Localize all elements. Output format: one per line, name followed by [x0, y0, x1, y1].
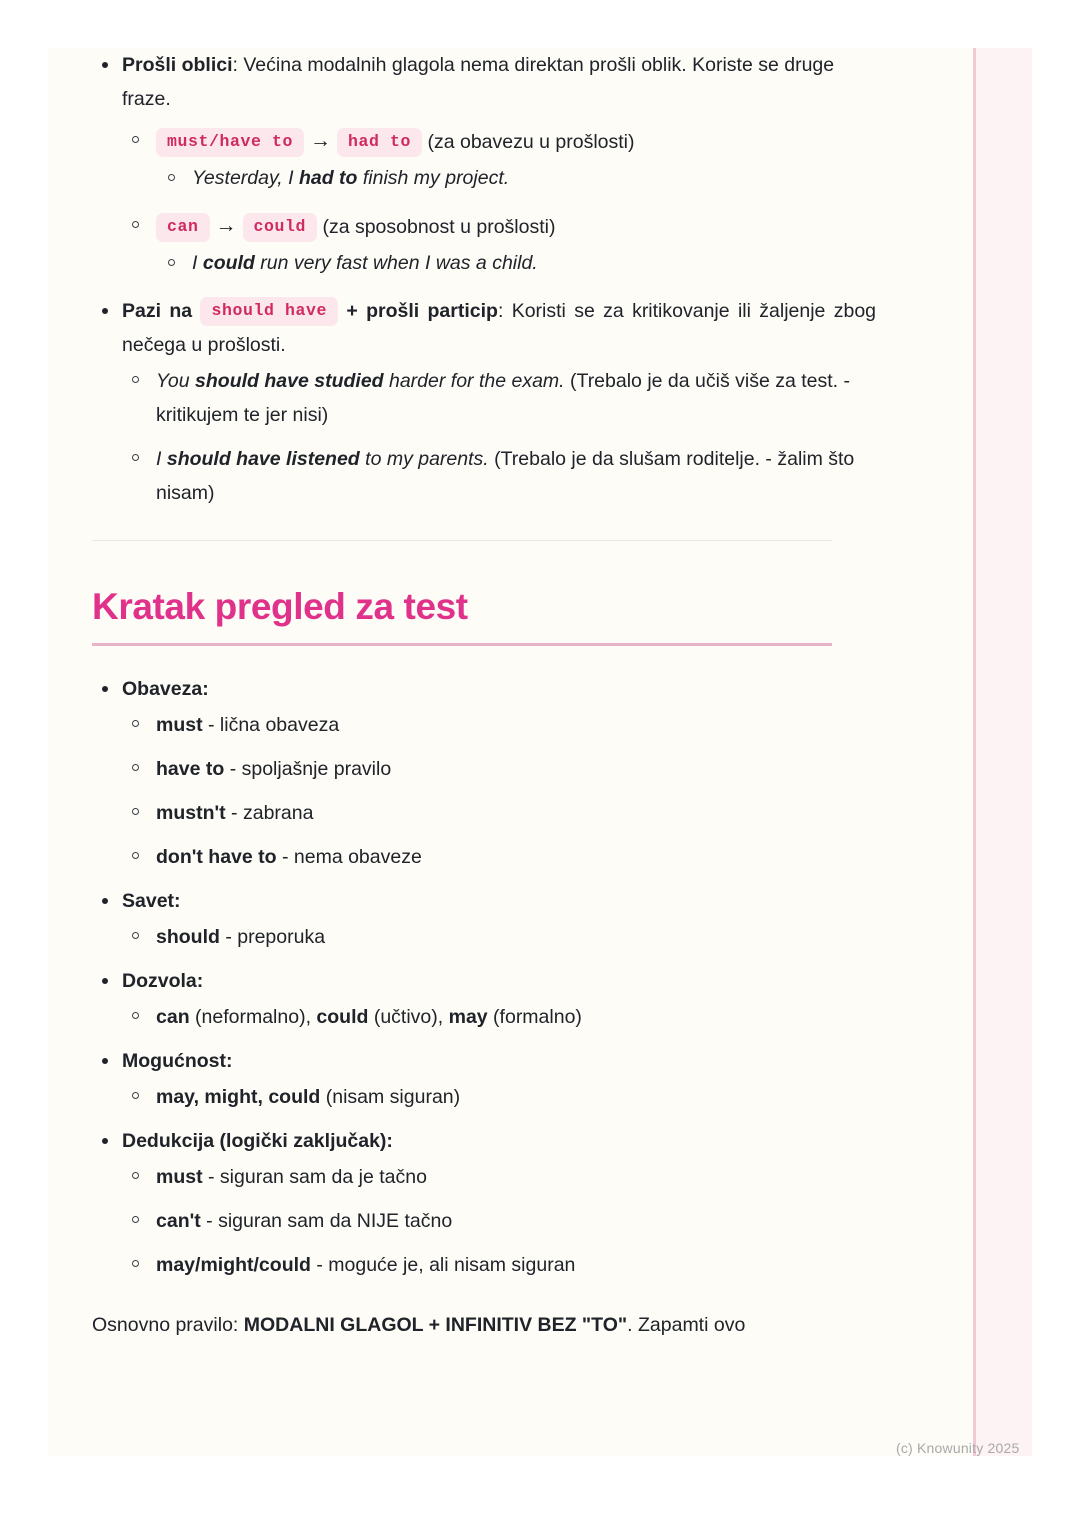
page-title: Kratak pregled za test [92, 586, 468, 627]
past-forms-note: (za sposobnost u prošlosti) [322, 216, 556, 238]
summary-desc: - siguran sam da je tačno [202, 1166, 427, 1188]
example-translation: (Trebalo je da slušam roditelje. - žalim što nisam) [156, 448, 855, 504]
summary-desc: (neformalno), [189, 1006, 317, 1028]
summary-group-savet [92, 884, 876, 954]
should-have-example [122, 364, 876, 432]
should-have-lead: Pazi na [122, 300, 193, 322]
summary-sublist [122, 708, 876, 874]
basic-rule-paragraph [92, 1308, 876, 1342]
note-content [92, 48, 876, 1342]
should-have-example-list [122, 364, 876, 510]
code-chip-must-have-to: must/have to [156, 128, 304, 157]
watermark: (c) Knowunity 2025 [896, 1440, 1020, 1456]
summary-term: have to [156, 758, 225, 780]
past-forms-example-list [156, 161, 876, 195]
example-bold: should have listened [166, 448, 360, 470]
summary-sublist [122, 1160, 876, 1282]
past-forms-subitem [122, 209, 876, 280]
summary-entry [122, 1080, 876, 1114]
summary-term: may, might, could [156, 1086, 321, 1108]
summary-desc: - siguran sam da NIJE tačno [200, 1210, 453, 1232]
summary-group-title: Obaveza: [122, 678, 209, 700]
basic-rule-pre: Osnovno pravilo: [92, 1314, 244, 1336]
summary-term: must [156, 714, 203, 736]
summary-entry [122, 1000, 876, 1034]
section-divider [92, 540, 832, 541]
summary-term: don't have to [156, 846, 277, 868]
example-bold: could [202, 252, 255, 274]
basic-rule-post: . Zapamti ovo [627, 1314, 746, 1336]
summary-term: may/might/could [156, 1254, 311, 1276]
summary-term: mustn't [156, 802, 226, 824]
code-chip-could: could [243, 213, 318, 242]
summary-group-dedukcija [92, 1124, 876, 1282]
code-chip-should-have: should have [200, 297, 338, 326]
summary-entry [122, 1204, 876, 1238]
page-side-rule [973, 48, 976, 1456]
summary-term-3: may [448, 1006, 488, 1028]
basic-rule-bold: MODALNI GLAGOL + INFINITIV BEZ "TO" [243, 1314, 628, 1336]
past-forms-list [92, 48, 876, 510]
past-forms-mapping [156, 124, 876, 159]
code-chip-can: can [156, 213, 210, 242]
summary-group-title: Dozvola: [122, 970, 204, 992]
example-pre: You [156, 370, 196, 392]
example-pre: Yesterday, I [192, 167, 299, 189]
past-forms-label-suffix: : Većina modalnih glagola nema direktan prošli oblik. Koriste se druge fraze. [122, 54, 835, 110]
summary-term-2: could [316, 1006, 369, 1028]
summary-group-title: Mogućnost: [122, 1050, 233, 1072]
summary-entry [122, 708, 876, 742]
summary-entry [122, 1160, 876, 1194]
example-post: finish my project. [357, 167, 510, 189]
arrow-icon: → [215, 214, 237, 237]
summary-desc: - moguće je, ali nisam siguran [310, 1254, 576, 1276]
should-have-example [122, 442, 876, 510]
summary-desc-3: (formalno) [487, 1006, 582, 1028]
past-forms-note: (za obavezu u prošlosti) [427, 131, 635, 153]
summary-desc: - nema obaveze [276, 846, 422, 868]
summary-term: must [156, 1166, 203, 1188]
past-forms-subitem [122, 124, 876, 195]
past-forms-item [92, 48, 876, 280]
summary-desc: - zabrana [225, 802, 314, 824]
example-post: to my parents. [359, 448, 489, 470]
arrow-icon: → [310, 129, 332, 152]
example-pre: I [192, 252, 203, 274]
summary-group-title: Dedukcija (logički zaključak): [122, 1130, 393, 1152]
summary-entry [122, 840, 876, 874]
summary-list [92, 672, 876, 1282]
summary-entry [122, 1248, 876, 1282]
should-have-rest: : Koristi se za kritikovanje ili žaljenje zbog nečega u prošlosti. [122, 300, 877, 356]
example-post: run very fast when I was a child. [254, 252, 538, 274]
past-forms-sublist [122, 124, 876, 280]
summary-group-mogucnost [92, 1044, 876, 1114]
summary-entry [122, 920, 876, 954]
should-have-after-chip: + prošli particip [346, 300, 498, 322]
summary-group-obaveza [92, 672, 876, 874]
summary-term: should [156, 926, 220, 948]
should-have-item [92, 294, 876, 510]
summary-sublist [122, 1080, 876, 1114]
past-forms-mapping [156, 209, 876, 244]
example-post: harder for the exam. [383, 370, 565, 392]
past-forms-paragraph [122, 48, 876, 116]
example-pre: I [156, 448, 167, 470]
summary-entry [122, 796, 876, 830]
summary-desc-2: (učtivo), [368, 1006, 449, 1028]
summary-desc: (nisam siguran) [320, 1086, 461, 1108]
past-forms-example [156, 246, 876, 280]
should-have-paragraph [122, 294, 876, 362]
summary-sublist [122, 1000, 876, 1034]
past-forms-example-list [156, 246, 876, 280]
example-bold: should have studied [195, 370, 384, 392]
summary-desc: - lična obaveza [202, 714, 340, 736]
summary-term: can [156, 1006, 190, 1028]
note-page [48, 48, 1032, 1456]
summary-group-title: Savet: [122, 890, 181, 912]
summary-term: can't [156, 1210, 201, 1232]
summary-desc: - preporuka [219, 926, 326, 948]
page-side-strip [976, 48, 1032, 1456]
summary-desc: - spoljašnje pravilo [224, 758, 392, 780]
past-forms-example [156, 161, 876, 195]
example-bold: had to [298, 167, 358, 189]
code-chip-had-to: had to [337, 128, 422, 157]
summary-sublist [122, 920, 876, 954]
example-translation: (Trebalo je da učiš više za test. - kritikujem te jer nisi) [156, 370, 850, 426]
summary-group-dozvola [92, 964, 876, 1034]
summary-entry [122, 752, 876, 786]
past-forms-label: Prošli oblici [122, 54, 233, 76]
